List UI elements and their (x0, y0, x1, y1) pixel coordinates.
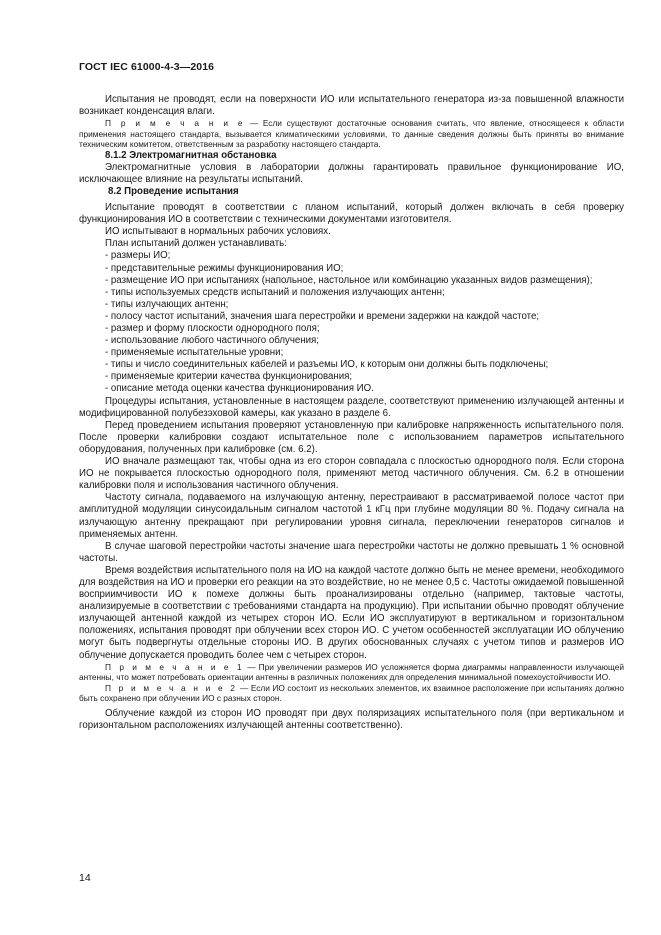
paragraph-em-environment: Электромагнитные условия в лаборатории должны гарантировать правильное функционирование ИО, исключающее влияние на результаты испытаний. (79, 161, 624, 185)
section-heading-8-2: 8.2 Проведение испытания (108, 185, 239, 197)
paragraph-condensation: Испытания не проводят, если на поверхности ИО или испытательного генератора из-за повышенной влажности возникает конденсация влаги. (79, 94, 624, 118)
list-item: - размеры ИО; (105, 250, 171, 262)
paragraph-plan-must-define: План испытаний должен устанавливать: (105, 238, 287, 250)
list-item: - полосу частот испытаний, значения шага перестройки и времени задержки на каждой частоте; (105, 310, 540, 322)
paragraph-frequency-sweep: Частоту сигнала, подаваемого на излучающую антенну, перестраивают в рассматриваемой полосе частот при амплитудной модуляции синусоидальным сигналом частотой 1 кГц при глубине модуляции 80 %. Подачу сигнала на излучающую антенну прекращают при регулировании уровня сигнала, переключении генераторов сигналов и применяемых антенн. (79, 492, 624, 540)
paragraph-procedures: Процедуры испытания, установленные в настоящем разделе, соответствуют применению излучающей антенны и модифицированной полубезэховой камеры, как указано в разделе 6. (79, 395, 624, 419)
list-item: - размещение ИО при испытаниях (напольное, настольное или комбинацию указанных видов размещения); (105, 274, 593, 286)
paragraph-polarization: Облучение каждой из сторон ИО проводят при двух поляризациях испытательного поля (при вертикальном и горизонтальном расположениях излучающей антенны соответственно). (79, 707, 624, 731)
paragraph-eut-placement: ИО вначале размещают так, чтобы одна из его сторон совпадала с плоскостью однородного поля. Если сторона ИО не покрывается плоскостью однородного поля, применяют метод частичного облучения. См. 6.2 в отношении калибровки поля и использования частичного облучения. (79, 456, 624, 492)
section-heading-8-1-2: 8.1.2 Электромагнитная обстановка (105, 149, 277, 161)
note-1 (79, 662, 624, 683)
page-content (79, 94, 624, 732)
note-climatic (79, 118, 624, 150)
note-text: — Если существуют достаточные основания считать, что явление, относящееся к области применения настоящего стандарта, вызывается климатическими условиями, то данные сведения должны быть приняты во внимание техническим комитетом, ответственным за разработку настоящего стандарта. (79, 118, 624, 150)
note-label: П р и м е ч а н и е 1 (105, 661, 245, 672)
note-text: — При увеличении размеров ИО усложняется форма диаграммы направленности излучающей антенны, что может потребовать ориентации антенны в различных положениях для определения минимальной помехоустойчивости ИО. (79, 661, 624, 683)
list-item: - описание метода оценки качества функционирования ИО. (105, 383, 374, 395)
list-item: - типы излучающих антенн; (105, 298, 229, 310)
note-2 (79, 683, 624, 704)
list-item: - представительные режимы функционирования ИО; (105, 262, 344, 274)
note-label: П р и м е ч а н и е 2 (105, 682, 238, 693)
list-item: - размер и форму плоскости однородного поля; (105, 323, 320, 334)
note-text: — Если ИО состоит из нескольких элементов, их взаимное расположение при испытаниях должно быть сохранено при облучении ИО с разных сторон. (79, 682, 624, 704)
paragraph-dwell-time: Время воздействия испытательного поля на ИО на каждой частоте должно быть не менее времени, необходимого для воздействия на ИО и проверки его реакции на это воздействие, но не менее 0,5 с. Частоты ожидаемой повышенной восприимчивости ИО к помехе должны быть проанализированы отдельно (например, тактовые частоты, анализируемые в соответствии с требованиями стандарта на продукцию). При испытании обычно проводят облучение излучающей антенной каждой из четырех сторон ИО. Если ИО эксплуатируют в вертикальном и горизонтальном положениях, испытания проводят при облучении всех сторон ИО. С учетом особенностей эксплуатации ИО облучению могут быть подвергнуты отдельные стороны ИО. В других обоснованных случаях с учетом типов и размеров ИО облучение допускается проводить более чем с четырех сторон. (79, 564, 624, 661)
page-number: 14 (79, 872, 91, 884)
document-header: ГОСТ IEC 61000-4-3—2016 (79, 61, 215, 73)
paragraph-test-plan-intro: Испытание проводят в соответствии с планом испытаний, который должен включать в себя проверку функционирования ИО в соответствии с техническими документами изготовителя. (79, 202, 624, 226)
paragraph-calibration-check: Перед проведением испытания проверяют установленную при калибровке напряженность испытательного поля. После проверки калибровки создают испытательное поле с использованием параметров испытательного оборудования, полученных при калибровке (см. 6.2). (79, 419, 624, 455)
note-label: П р и м е ч а н и е (105, 118, 246, 129)
list-item: - использование любого частичного облучения; (105, 335, 319, 347)
list-item: - применяемые испытательные уровни; (105, 347, 284, 359)
paragraph-step-size: В случае шаговой перестройки частоты значение шага перестройки частоты не должно превышать 1 % основной частоты. (79, 540, 624, 564)
paragraph-normal-conditions: ИО испытывают в нормальных рабочих условиях. (105, 226, 331, 238)
list-item: - типы используемых средств испытаний и положения излучающих антенн; (105, 286, 445, 298)
list-item: - применяемые критерии качества функционирования; (105, 371, 353, 383)
list-item: - типы и число соединительных кабелей и разъемы ИО, к которым они должны быть подключены; (105, 359, 549, 371)
